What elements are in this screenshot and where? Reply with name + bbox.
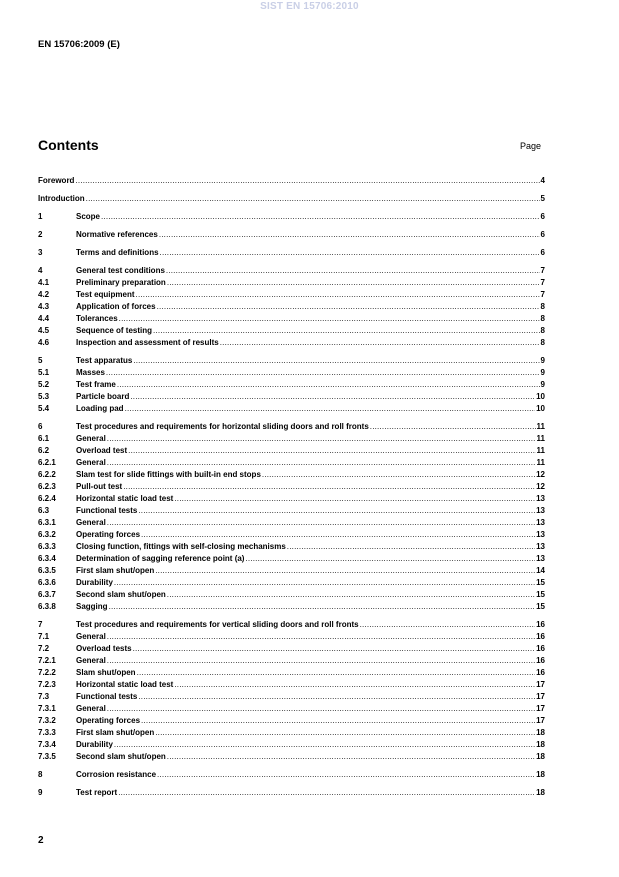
toc-dot-leader (167, 277, 540, 289)
toc-entry-number: 8 (38, 770, 43, 779)
toc-entry-page: 17 (536, 704, 545, 713)
toc-entry-page: 15 (536, 590, 545, 599)
toc-entry[interactable] (38, 175, 545, 187)
toc-entry-title: Overload test (76, 446, 128, 455)
contents-title: Contents (38, 137, 99, 153)
toc-entry-number: 6.3.1 (38, 518, 56, 527)
toc-entry-number: 4.5 (38, 326, 50, 335)
toc-entry-number: 6.3 (38, 506, 50, 515)
toc-entry-page: 11 (536, 446, 545, 455)
toc-entry-title: Test report (76, 788, 118, 797)
toc-dot-leader (157, 301, 540, 313)
toc-entry[interactable] (38, 577, 545, 589)
document-id: EN 15706:2009 (E) (38, 39, 120, 50)
toc-dot-leader (360, 619, 536, 631)
toc-dot-leader (114, 739, 535, 751)
toc-entry-title: Horizontal static load test (76, 680, 174, 689)
toc-entry[interactable] (38, 565, 545, 577)
toc-dot-leader (153, 325, 540, 337)
toc-dot-leader (137, 667, 536, 679)
toc-entry-number: 7.1 (38, 632, 50, 641)
toc-entry-number: 7.2.2 (38, 668, 56, 677)
toc-dot-leader (101, 211, 540, 223)
toc-entry-number: 6.3.4 (38, 554, 56, 563)
toc-entry-number: 5.3 (38, 392, 50, 401)
toc-entry-title: Functional tests (76, 692, 138, 701)
toc-entry[interactable] (38, 421, 545, 433)
toc-entry-title: Horizontal static load test (76, 494, 174, 503)
toc-dot-leader (107, 433, 536, 445)
toc-entry-number: 7.3.3 (38, 728, 56, 737)
toc-entry-title: Preliminary preparation (76, 278, 166, 287)
toc-entry-number: 5.1 (38, 368, 50, 377)
toc-entry[interactable] (38, 445, 545, 457)
toc-entry-title: Determination of sagging reference point (a) (76, 554, 245, 563)
toc-entry-number: 3 (38, 248, 43, 257)
toc-entry-number: 7.3.4 (38, 740, 56, 749)
toc-entry-title: Masses (76, 368, 105, 377)
toc-entry-number: 7.2 (38, 644, 50, 653)
toc-entry[interactable] (38, 337, 545, 349)
toc-entry-number: 7 (38, 620, 43, 629)
toc-dot-leader (174, 493, 535, 505)
toc-entry-page: 17 (536, 716, 545, 725)
toc-entry[interactable] (38, 739, 545, 751)
toc-dot-leader (136, 289, 540, 301)
toc-dot-leader (155, 565, 535, 577)
toc-entry-page: 14 (536, 566, 545, 575)
toc-entry-title: Test apparatus (76, 356, 133, 365)
toc-entry[interactable] (38, 433, 545, 445)
toc-entry-title: Slam test for slide fittings with built-in end stops (76, 470, 261, 479)
toc-entry-page: 11 (536, 422, 545, 431)
toc-entry-title: Operating forces (76, 716, 141, 725)
toc-entry-page: 6 (540, 248, 545, 257)
toc-entry[interactable] (38, 301, 545, 313)
toc-entry-number: 6.3.3 (38, 542, 56, 551)
toc-entry-number: 5.4 (38, 404, 50, 413)
toc-entry-number: 6.2.2 (38, 470, 56, 479)
toc-dot-leader (117, 379, 540, 391)
toc-entry-number: 7.3.5 (38, 752, 56, 761)
toc-entry[interactable] (38, 787, 545, 799)
toc-entry[interactable] (38, 679, 545, 691)
toc-entry[interactable] (38, 193, 545, 205)
toc-dot-leader (118, 787, 535, 799)
toc-entry-number: 5.2 (38, 380, 50, 389)
toc-entry-title: Terms and definitions (76, 248, 159, 257)
toc-entry-page: 13 (536, 494, 545, 503)
toc-dot-leader (130, 391, 535, 403)
toc-entry-page: 18 (536, 788, 545, 797)
toc-entry-page: 13 (536, 506, 545, 515)
toc-entry-title: General (76, 434, 106, 443)
toc-entry[interactable] (38, 469, 545, 481)
toc-entry-title: Closing function, fittings with self-closing mechanisms (76, 542, 286, 551)
toc-dot-leader (141, 715, 535, 727)
toc-entry-title: Foreword (38, 176, 75, 185)
toc-entry-number: 6.3.8 (38, 602, 56, 611)
toc-entry[interactable] (38, 589, 545, 601)
toc-entry-title: Pull-out test (76, 482, 123, 491)
toc-entry-page: 16 (536, 656, 545, 665)
toc-entry[interactable] (38, 379, 545, 391)
toc-dot-leader (138, 691, 535, 703)
toc-entry-title: General (76, 518, 106, 527)
toc-entry-number: 4.2 (38, 290, 50, 299)
toc-entry[interactable] (38, 391, 545, 403)
toc-entry-title: Normative references (76, 230, 158, 239)
toc-entry[interactable] (38, 541, 545, 553)
toc-entry[interactable] (38, 643, 545, 655)
toc-entry-title: Sagging (76, 602, 108, 611)
toc-entry-page: 15 (536, 602, 545, 611)
toc-dot-leader (123, 481, 535, 493)
toc-entry[interactable] (38, 703, 545, 715)
toc-entry-page: 5 (540, 194, 545, 203)
table-of-contents (38, 175, 545, 799)
toc-dot-leader (107, 703, 535, 715)
toc-entry-page: 17 (536, 680, 545, 689)
toc-entry[interactable] (38, 667, 545, 679)
toc-entry-page: 10 (536, 392, 545, 401)
toc-entry[interactable] (38, 727, 545, 739)
toc-entry-page: 4 (540, 176, 545, 185)
toc-dot-leader (262, 469, 535, 481)
toc-entry[interactable] (38, 265, 545, 277)
toc-entry-number: 7.2.3 (38, 680, 56, 689)
toc-entry-title: First slam shut/open (76, 728, 155, 737)
page-column-label: Page (520, 141, 542, 151)
toc-entry-title: Durability (76, 740, 113, 749)
toc-dot-leader (157, 769, 535, 781)
toc-entry-number: 6.1 (38, 434, 50, 443)
toc-dot-leader (167, 589, 535, 601)
toc-entry-title: Operating forces (76, 530, 141, 539)
toc-dot-leader (160, 247, 540, 259)
toc-entry[interactable] (38, 769, 545, 781)
toc-entry-number: 4.4 (38, 314, 50, 323)
toc-dot-leader (370, 421, 536, 433)
toc-entry-title: General (76, 656, 106, 665)
toc-entry-page: 18 (536, 740, 545, 749)
toc-entry[interactable] (38, 553, 545, 565)
toc-entry-page: 12 (536, 470, 545, 479)
toc-entry-title: Test procedures and requirements for vertical sliding doors and roll fronts (76, 620, 359, 629)
toc-entry-number: 6.2 (38, 446, 50, 455)
toc-entry-number: 4.6 (38, 338, 50, 347)
toc-entry-number: 1 (38, 212, 43, 221)
toc-entry-page: 7 (540, 266, 545, 275)
toc-entry-page: 7 (540, 278, 545, 287)
toc-entry-title: Overload tests (76, 644, 132, 653)
toc-dot-leader (75, 175, 539, 187)
toc-entry-page: 18 (536, 728, 545, 737)
toc-entry-page: 16 (536, 644, 545, 653)
toc-entry-page: 15 (536, 578, 545, 587)
toc-entry-title: Particle board (76, 392, 130, 401)
toc-entry-page: 8 (540, 338, 545, 347)
toc-entry-page: 9 (540, 368, 545, 377)
toc-entry-page: 18 (536, 752, 545, 761)
toc-dot-leader (119, 313, 540, 325)
toc-dot-leader (107, 631, 535, 643)
toc-entry-title: Test frame (76, 380, 116, 389)
toc-dot-leader (138, 505, 535, 517)
toc-entry-number: 6 (38, 422, 43, 431)
toc-entry[interactable] (38, 313, 545, 325)
toc-entry-page: 13 (536, 530, 545, 539)
toc-entry-page: 8 (540, 314, 545, 323)
toc-entry-page: 16 (536, 668, 545, 677)
toc-entry-page: 7 (540, 290, 545, 299)
toc-entry-number: 6.2.3 (38, 482, 56, 491)
toc-entry-page: 8 (540, 326, 545, 335)
toc-entry-number: 6.3.7 (38, 590, 56, 599)
toc-entry[interactable] (38, 493, 545, 505)
toc-dot-leader (133, 355, 539, 367)
toc-entry-page: 13 (536, 554, 545, 563)
toc-entry[interactable] (38, 277, 545, 289)
toc-entry-title: Introduction (38, 194, 85, 203)
toc-entry-title: General (76, 458, 106, 467)
toc-dot-leader (107, 457, 536, 469)
toc-entry[interactable] (38, 289, 545, 301)
toc-dot-leader (155, 727, 535, 739)
toc-entry-title: Inspection and assessment of results (76, 338, 219, 347)
toc-entry-page: 9 (540, 356, 545, 365)
toc-dot-leader (107, 655, 535, 667)
toc-entry[interactable] (38, 211, 545, 223)
toc-entry-number: 2 (38, 230, 43, 239)
toc-entry-title: Second slam shut/open (76, 752, 166, 761)
toc-entry-title: Slam shut/open (76, 668, 136, 677)
toc-entry-number: 6.3.5 (38, 566, 56, 575)
toc-dot-leader (133, 643, 536, 655)
toc-entry[interactable] (38, 229, 545, 241)
toc-entry[interactable] (38, 601, 545, 613)
toc-entry-title: First slam shut/open (76, 566, 155, 575)
toc-entry-page: 8 (540, 302, 545, 311)
toc-entry[interactable] (38, 751, 545, 763)
watermark: SIST EN 15706:2010 (260, 1, 359, 12)
toc-entry-number: 6.2.1 (38, 458, 56, 467)
toc-entry[interactable] (38, 691, 545, 703)
toc-entry-title: Loading pad (76, 404, 124, 413)
toc-entry-title: General (76, 632, 106, 641)
toc-entry-title: Functional tests (76, 506, 138, 515)
toc-entry-number: 9 (38, 788, 43, 797)
toc-dot-leader (245, 553, 535, 565)
toc-entry-number: 5 (38, 356, 43, 365)
toc-entry[interactable] (38, 367, 545, 379)
toc-entry-title: Scope (76, 212, 101, 221)
toc-entry-page: 11 (536, 434, 545, 443)
toc-entry-number: 6.3.2 (38, 530, 56, 539)
toc-entry[interactable] (38, 247, 545, 259)
toc-entry-page: 6 (540, 230, 545, 239)
toc-entry-title: Test procedures and requirements for horizontal sliding doors and roll fronts (76, 422, 369, 431)
toc-entry-title: General test conditions (76, 266, 165, 275)
toc-entry[interactable] (38, 619, 545, 631)
toc-entry-page: 18 (536, 770, 545, 779)
toc-entry-number: 4.1 (38, 278, 50, 287)
toc-entry[interactable] (38, 457, 545, 469)
toc-entry-title: Application of forces (76, 302, 156, 311)
toc-entry[interactable] (38, 529, 545, 541)
toc-entry[interactable] (38, 517, 545, 529)
toc-entry-number: 7.3.2 (38, 716, 56, 725)
toc-entry[interactable] (38, 631, 545, 643)
toc-entry-page: 17 (536, 692, 545, 701)
toc-dot-leader (287, 541, 535, 553)
toc-entry[interactable] (38, 325, 545, 337)
toc-entry[interactable] (38, 655, 545, 667)
toc-dot-leader (220, 337, 540, 349)
toc-entry-title: Corrosion resistance (76, 770, 157, 779)
toc-entry[interactable] (38, 403, 545, 415)
toc-dot-leader (141, 529, 535, 541)
toc-dot-leader (128, 445, 535, 457)
toc-entry-number: 7.3.1 (38, 704, 56, 713)
toc-dot-leader (106, 367, 540, 379)
toc-entry[interactable] (38, 715, 545, 727)
toc-entry-page: 11 (536, 458, 545, 467)
toc-entry-page: 13 (536, 542, 545, 551)
toc-entry-page: 9 (540, 380, 545, 389)
toc-entry-number: 6.3.6 (38, 578, 56, 587)
toc-entry-number: 4 (38, 266, 43, 275)
toc-entry-title: Tolerances (76, 314, 118, 323)
toc-dot-leader (109, 601, 536, 613)
toc-entry-title: Second slam shut/open (76, 590, 166, 599)
toc-entry[interactable] (38, 481, 545, 493)
toc-entry-title: Test equipment (76, 290, 135, 299)
toc-entry-title: General (76, 704, 106, 713)
toc-entry[interactable] (38, 505, 545, 517)
toc-entry-title: Sequence of testing (76, 326, 153, 335)
toc-entry-page: 16 (536, 632, 545, 641)
toc-entry-page: 6 (540, 212, 545, 221)
toc-entry-page: 10 (536, 404, 545, 413)
toc-entry-number: 4.3 (38, 302, 50, 311)
toc-dot-leader (125, 403, 536, 415)
toc-entry-number: 7.2.1 (38, 656, 56, 665)
toc-entry-number: 6.2.4 (38, 494, 56, 503)
toc-dot-leader (166, 265, 540, 277)
toc-dot-leader (107, 517, 535, 529)
toc-dot-leader (174, 679, 535, 691)
toc-entry-title: Durability (76, 578, 113, 587)
toc-entry-page: 16 (536, 620, 545, 629)
toc-entry-number: 7.3 (38, 692, 50, 701)
toc-dot-leader (159, 229, 540, 241)
toc-dot-leader (114, 577, 535, 589)
toc-entry-page: 13 (536, 518, 545, 527)
toc-dot-leader (167, 751, 535, 763)
toc-entry[interactable] (38, 355, 545, 367)
toc-entry-page: 12 (536, 482, 545, 491)
toc-dot-leader (86, 193, 540, 205)
page-number: 2 (38, 835, 44, 846)
